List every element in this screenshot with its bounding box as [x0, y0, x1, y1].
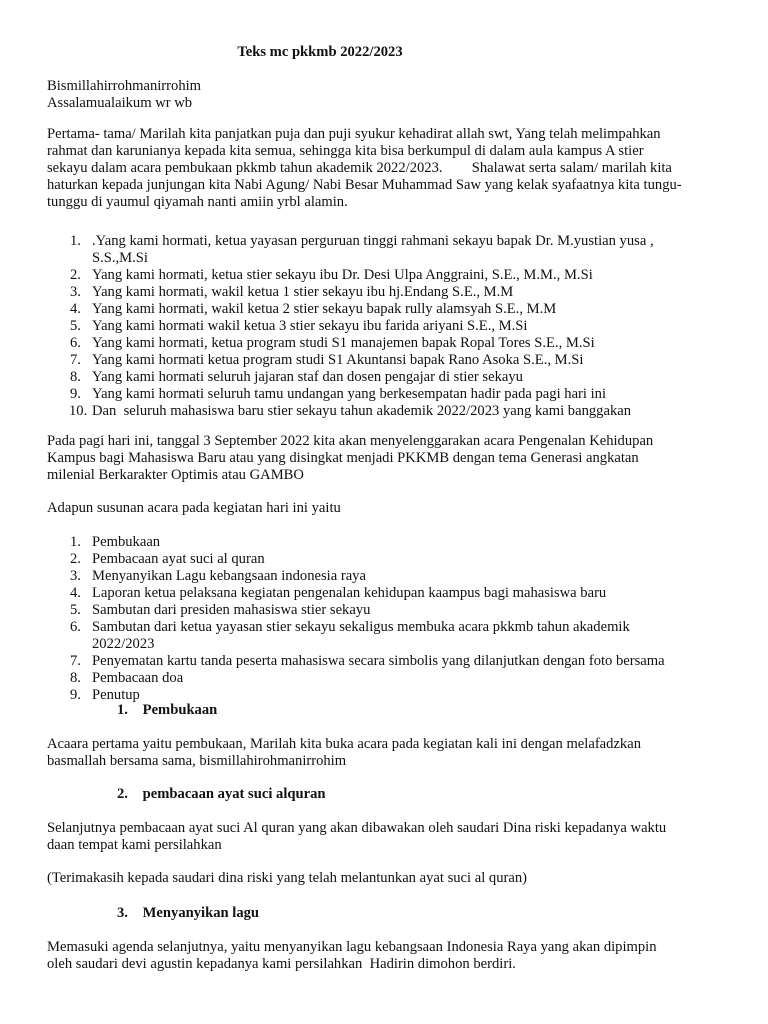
list-number: 6. [70, 619, 81, 635]
list-number: 9. [70, 687, 81, 703]
list-item [47, 602, 727, 619]
list-item-text: Penutup [92, 687, 140, 703]
list-item [47, 233, 727, 267]
list-item-text: .Yang kami hormati, ketua yayasan perguruan tinggi rahmani sekayu bapak Dr. M.yustian yusa , [92, 233, 654, 249]
list-item-text: Sambutan dari ketua yayasan stier sekayu sekaligus membuka acara pkkmb tahun akademik [92, 619, 630, 635]
list-number: 8. [70, 369, 81, 385]
paragraph-line: (Terimakasih kepada saudari dina riski yang telah melantunkan ayat suci al quran) [47, 870, 527, 886]
list-item [47, 369, 727, 386]
list-number: 8. [70, 670, 81, 686]
list-item-text: Laporan ketua pelaksana kegiatan pengenalan kehidupan kaampus bagi mahasiswa baru [92, 585, 607, 601]
list-item [47, 301, 727, 318]
section-number: 2. [117, 786, 128, 802]
list-item [47, 653, 727, 670]
list-item [47, 267, 727, 284]
list-item-text: S.S.,M.Si [92, 250, 148, 266]
list-item [47, 335, 727, 352]
list-item-text: Pembacaan doa [92, 670, 184, 686]
paragraph-line: sekayu dalam acara pembukaan pkkmb tahun akademik 2022/2023. Shalawat serta salam/ marilah kita [47, 160, 672, 176]
section-number: 3. [117, 905, 128, 921]
list-number: 7. [70, 352, 81, 368]
event-paragraph [47, 433, 727, 484]
paragraph-line: basmallah bersama sama, bismillahirohmanirrohim [47, 753, 347, 769]
list-item [47, 619, 727, 653]
paragraph-line: Selanjutnya pembacaan ayat suci Al quran yang akan dibawakan oleh saudari Dina riski kepadanya waktu [47, 820, 667, 836]
list-item-text: Yang kami hormati wakil ketua 3 stier sekayu ibu farida ariyani S.E., M.Si [92, 318, 528, 334]
list-number: 2. [70, 551, 81, 567]
list-number: 2. [70, 267, 81, 283]
greeting [47, 78, 727, 112]
list-number: 5. [70, 602, 81, 618]
list-item-text: Dan seluruh mahasiswa baru stier sekayu tahun akademik 2022/2023 yang kami banggakan [92, 403, 632, 419]
list-item [47, 670, 727, 687]
greeting-line: Assalamualaikum wr wb [47, 95, 193, 111]
list-item [47, 403, 727, 420]
list-item-text: Yang kami hormati seluruh jajaran staf dan dosen pengajar di stier sekayu [92, 369, 523, 385]
agenda-list [47, 534, 727, 704]
section-heading-alquran [117, 786, 326, 803]
list-item-text: 2022/2023 [92, 636, 155, 652]
paragraph-line: Adapun susunan acara pada kegiatan hari ini yaitu [47, 500, 341, 516]
list-item-text: Yang kami hormati, wakil ketua 1 stier sekayu ibu hj.Endang S.E., M.M [92, 284, 514, 300]
paragraph-line: Pada pagi hari ini, tanggal 3 September 2022 kita akan menyelenggarakan acara Pengenalan Kehidupan [47, 433, 654, 449]
paragraph-line: oleh saudari devi agustin kepadanya kami persilahkan Hadirin dimohon berdiri. [47, 956, 516, 972]
list-item-text: Yang kami hormati, ketua program studi S1 manajemen bapak Ropal Tores S.E., M.Si [92, 335, 595, 351]
agenda-intro [47, 500, 727, 517]
list-item [47, 585, 727, 602]
section-heading-pembukaan [117, 702, 217, 719]
list-number: 5. [70, 318, 81, 334]
list-item-text: Pembacaan ayat suci al quran [92, 551, 265, 567]
section-heading-lagu [117, 905, 259, 922]
section-title: pembacaan ayat suci alquran [142, 786, 326, 802]
paragraph-line: milenial Berkarakter Optimis atau GAMBO [47, 467, 304, 483]
paragraph-line: tunggu di yaumul qiyamah nanti amiin yrbl alamin. [47, 194, 348, 210]
honorifics-list [47, 233, 727, 420]
list-item-text: Pembukaan [92, 534, 161, 550]
list-number: 4. [70, 585, 81, 601]
section-note [47, 870, 727, 887]
list-item [47, 284, 727, 301]
list-item-text: Penyematan kartu tanda peserta mahasiswa secara simbolis yang dilanjutkan dengan foto bersama [92, 653, 665, 669]
list-item [47, 352, 727, 369]
greeting-line: Bismillahirrohmanirrohim [47, 78, 202, 94]
paragraph-line: daan tempat kami persilahkan [47, 837, 222, 853]
paragraph-line: Pertama- tama/ Marilah kita panjatkan puja dan puji syukur kehadirat allah swt, Yang telah melimpahkan [47, 126, 661, 142]
section-body [47, 736, 727, 770]
list-number: 1. [70, 534, 81, 550]
list-item-text: Menyanyikan Lagu kebangsaan indonesia raya [92, 568, 366, 584]
list-item-text: Yang kami hormati seluruh tamu undangan yang berkesempatan hadir pada pagi hari ini [92, 386, 607, 402]
paragraph-line: haturkan kepada junjungan kita Nabi Agung/ Nabi Besar Muhammad Saw yang kelak syafaatnya kita tungu- [47, 177, 682, 193]
list-number: 9. [70, 386, 81, 402]
list-item-text: Yang kami hormati ketua program studi S1 Akuntansi bapak Rano Asoka S.E., M.Si [92, 352, 584, 368]
paragraph-line: Acaara pertama yaitu pembukaan, Marilah kita buka acara pada kegiatan kali ini dengan melafadzkan [47, 736, 642, 752]
list-number: 4. [70, 301, 81, 317]
paragraph-line: rahmat dan karunianya kepada kita semua, sehingga kita bisa berkumpul di dalam aula kampus A stier [47, 143, 644, 159]
list-number: 3. [70, 284, 81, 300]
list-item-text: Yang kami hormati, ketua stier sekayu ibu Dr. Desi Ulpa Anggraini, S.E., M.M., M.Si [92, 267, 593, 283]
list-number: 10. [69, 403, 88, 419]
list-item [47, 568, 727, 585]
list-number: 3. [70, 568, 81, 584]
section-number: 1. [117, 702, 128, 718]
list-item [47, 534, 727, 551]
list-number: 6. [70, 335, 81, 351]
paragraph-line: Kampus bagi Mahasiswa Baru atau yang disingkat menjadi PKKMB dengan tema Generasi angkatan [47, 450, 639, 466]
list-item [47, 551, 727, 568]
section-title: Pembukaan [142, 702, 218, 718]
section-body [47, 820, 727, 854]
list-item-text: Yang kami hormati, wakil ketua 2 stier sekayu bapak rully alamsyah S.E., M.M [92, 301, 557, 317]
list-item [47, 318, 727, 335]
opening-paragraph [47, 126, 727, 211]
section-title: Menyanyikan lagu [142, 905, 260, 921]
paragraph-line: Memasuki agenda selanjutnya, yaitu menyanyikan lagu kebangsaan Indonesia Raya yang akan dipimpin [47, 939, 657, 955]
list-item [47, 386, 727, 403]
list-item-text: Sambutan dari presiden mahasiswa stier sekayu [92, 602, 371, 618]
document-title: Teks mc pkkmb 2022/2023 [237, 44, 403, 60]
list-number: 1. [70, 233, 81, 249]
section-body [47, 939, 727, 973]
list-number: 7. [70, 653, 81, 669]
